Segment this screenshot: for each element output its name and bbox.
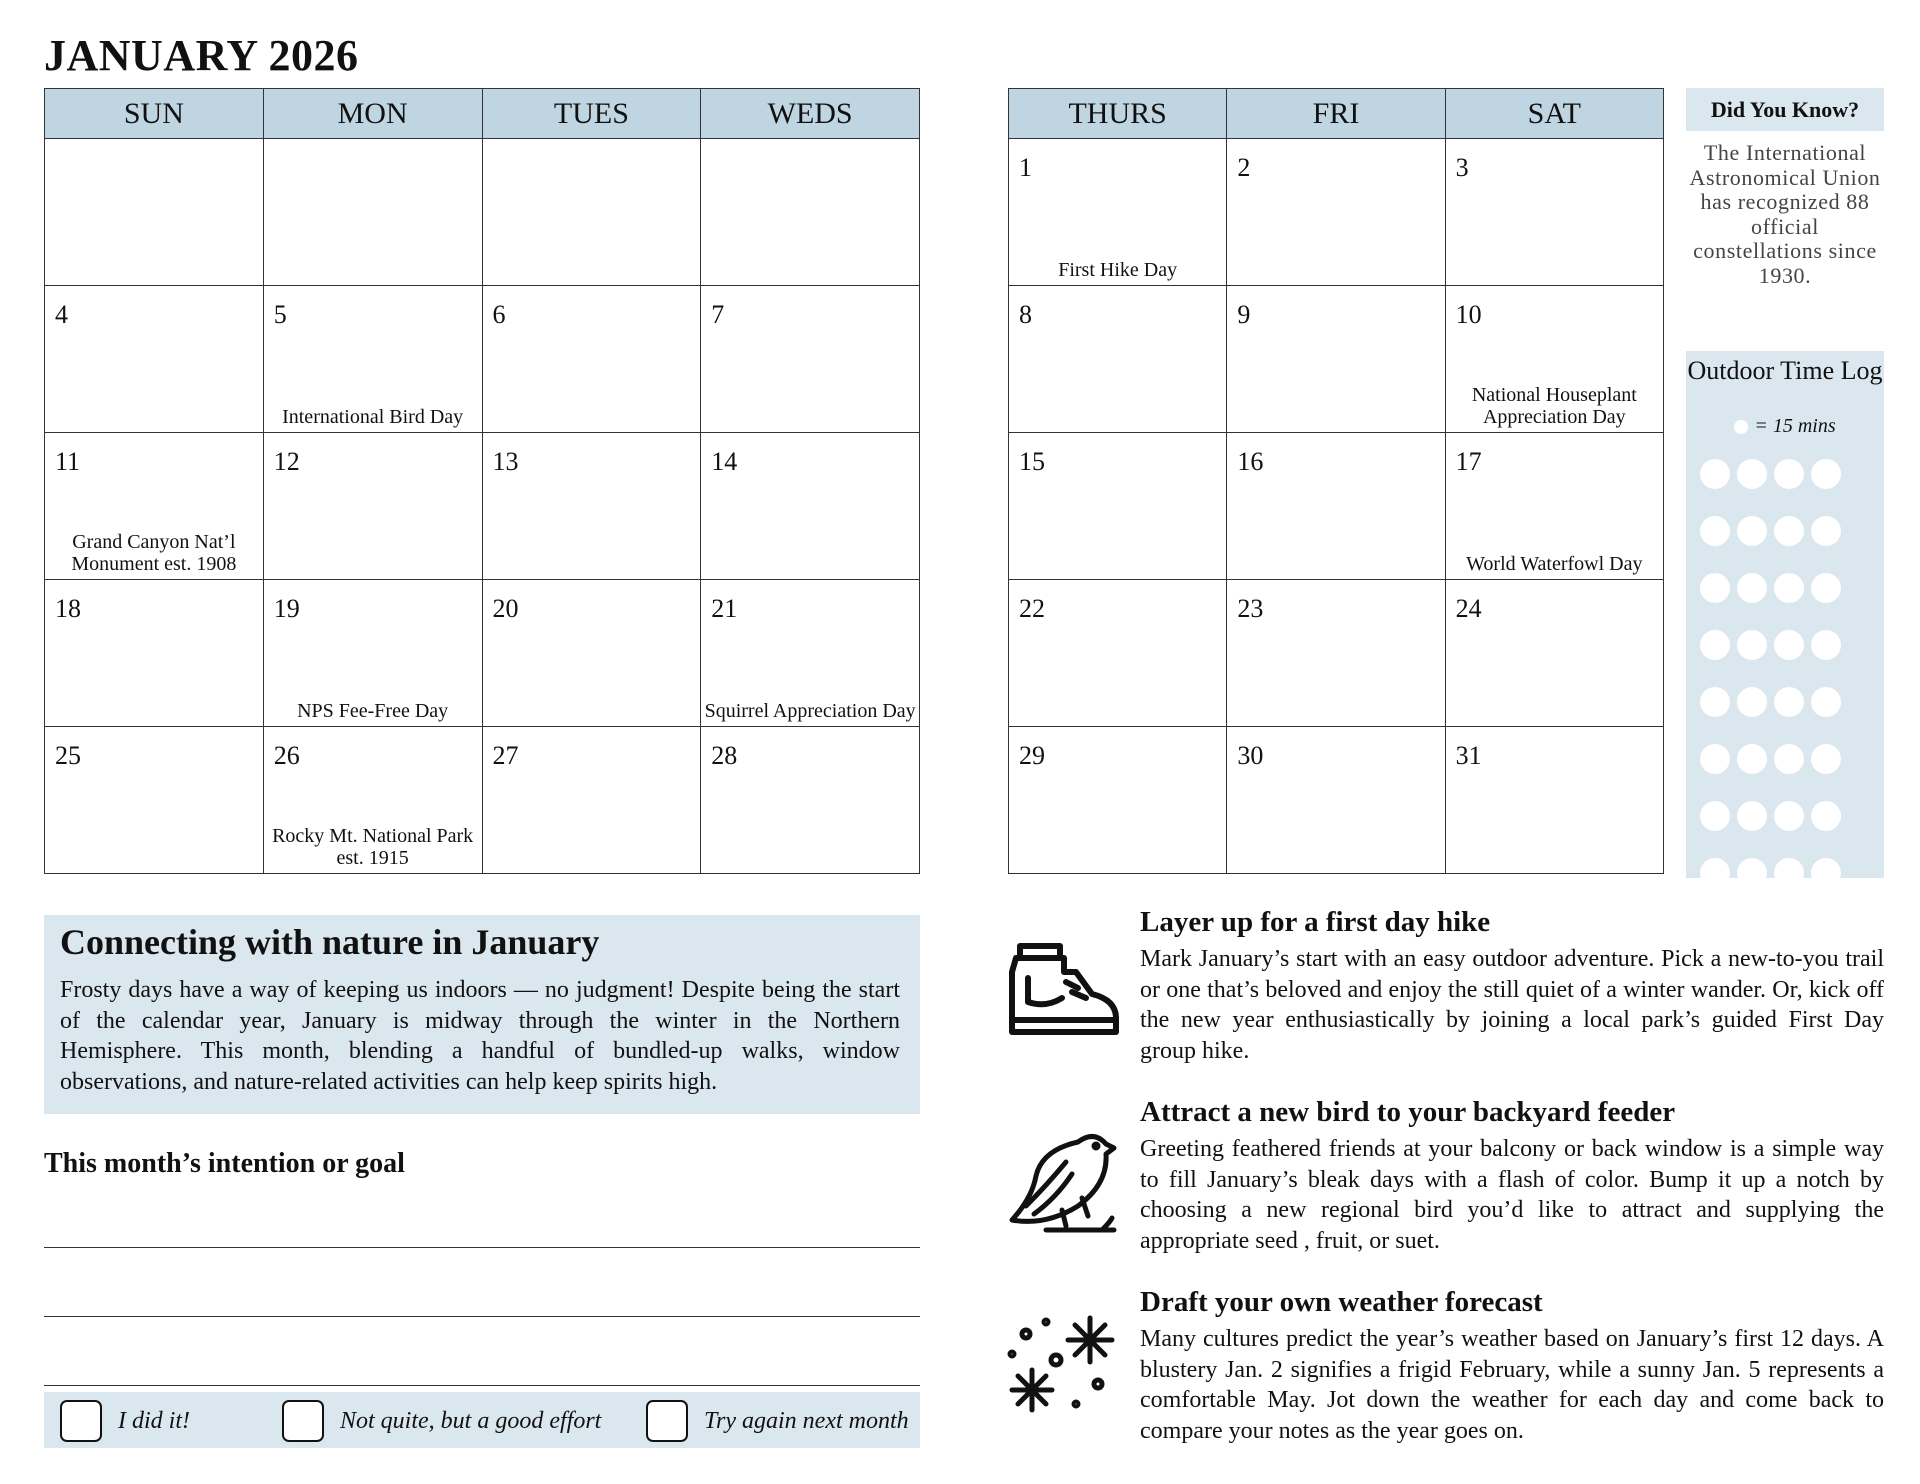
day-number: 24 [1455,594,1482,623]
outdoor-log-legend-text: = 15 mins [1754,415,1836,437]
day-cell[interactable] [1009,433,1227,580]
day-number: 25 [55,741,81,770]
outdoor-time-log [1686,351,1884,878]
day-cell[interactable] [1227,139,1445,286]
log-dot[interactable] [1737,459,1767,489]
day-number: 4 [55,300,68,329]
log-dot[interactable] [1774,744,1804,774]
day-cell[interactable] [1009,286,1227,433]
connecting-text: Frosty days have a way of keeping us indoors — no judgment! Despite being the start of the calendar year, January is midway through the winter in the Northern Hemisphere. This month, blending a handful of bundled-up walks, window observations, and nature-related activities can help keep spirits high. [60,977,900,1095]
day-number: 13 [492,447,519,476]
day-number: 30 [1237,741,1264,770]
checkbox-good-effort[interactable] [282,1400,601,1442]
day-cell[interactable] [482,139,701,286]
log-dot[interactable] [1811,516,1841,546]
log-dot[interactable] [1774,459,1804,489]
log-dot[interactable] [1774,516,1804,546]
day-number: 10 [1455,300,1482,329]
log-dot[interactable] [1811,459,1841,489]
day-number: 14 [711,447,738,476]
day-number: 31 [1455,741,1482,770]
day-number: 15 [1019,447,1045,476]
day-cell[interactable] [1445,433,1663,580]
checkbox-did-it[interactable] [60,1400,190,1442]
outdoor-log-legend [1686,415,1884,438]
day-header: SUN [45,89,264,139]
connecting-panel [44,915,920,1114]
activity-heading: Draft your own weather forecast [1140,1286,1543,1318]
checkbox-box[interactable] [282,1400,324,1442]
log-dot[interactable] [1774,630,1804,660]
log-dot[interactable] [1700,630,1730,660]
event-label: World Waterfowl Day [1466,553,1643,575]
snowflakes-icon [1006,1310,1120,1420]
calendar-right [1008,88,1664,874]
goal-heading: This month’s intention or goal [44,1148,405,1179]
day-number: 16 [1237,447,1264,476]
day-cell[interactable] [263,580,482,727]
day-number: 11 [55,447,81,476]
day-number: 18 [55,594,81,623]
log-dot[interactable] [1774,687,1804,717]
log-dot[interactable] [1700,516,1730,546]
day-header: WEDS [701,89,920,139]
day-number: 2 [1237,153,1251,182]
log-dot[interactable] [1737,687,1767,717]
log-dot[interactable] [1737,573,1767,603]
day-header: TUES [482,89,701,139]
log-dot[interactable] [1737,744,1767,774]
activity-heading: Attract a new bird to your backyard feeder [1140,1096,1676,1128]
log-dot[interactable] [1737,516,1767,546]
day-cell[interactable] [701,580,920,727]
day-number: 26 [273,741,300,770]
day-cell[interactable] [45,580,264,727]
event-label: First Hike Day [1058,259,1178,281]
day-number: 7 [711,300,725,329]
goal-write-line[interactable] [44,1247,920,1248]
log-dot[interactable] [1737,858,1767,888]
day-cell[interactable] [701,727,920,874]
day-number: 8 [1019,300,1032,329]
activity-text: Mark January’s start with an easy outdoor adventure. Pick a new-to-you trail or one that’s beloved and enjoy the still quiet of a winter wander. Or, kick off the new year enthusiastically by joining a local park’s guided First Day group hike. [1140,946,1884,1064]
checkbox-try-again[interactable] [646,1400,909,1442]
log-dot[interactable] [1811,858,1841,888]
log-dot[interactable] [1700,687,1730,717]
page-title: JANUARY 2026 [44,31,359,80]
day-header: THURS [1009,89,1227,139]
event-label: International Bird Day [282,406,464,428]
log-dot[interactable] [1774,573,1804,603]
day-cell[interactable] [45,433,264,580]
day-cell[interactable] [45,727,264,874]
day-number: 1 [1019,153,1032,182]
day-cell[interactable] [482,433,701,580]
log-dot[interactable] [1700,459,1730,489]
checkbox-box[interactable] [60,1400,102,1442]
log-dot[interactable] [1737,801,1767,831]
day-cell[interactable] [263,727,482,874]
day-number: 22 [1019,594,1045,623]
checkbox-label: Try again next month [704,1407,909,1434]
day-cell[interactable] [263,139,482,286]
day-number: 17 [1455,447,1482,476]
log-dot[interactable] [1811,573,1841,603]
checkbox-box[interactable] [646,1400,688,1442]
day-number: 28 [711,741,738,770]
event-label: Rocky Mt. National Park est. 1915 [272,825,474,869]
day-cell[interactable] [1227,580,1445,727]
activity-text: Greeting feathered friends at your balcony or back window is a simple way to fill January’s bleak days with a flash of color. Bump it up a notch by choosing a new regional bird you’d like to attract and supplying the appropriate seed , fruit, or suet. [1140,1136,1884,1254]
day-cell[interactable] [701,139,920,286]
event-label: NPS Fee-Free Day [297,700,449,722]
connecting-heading: Connecting with nature in January [60,922,600,962]
bird-icon [1006,1126,1120,1236]
day-header: FRI [1227,89,1445,139]
day-number: 12 [273,447,300,476]
day-cell[interactable] [1227,433,1445,580]
day-number: 6 [492,300,506,329]
day-cell[interactable] [1227,727,1445,874]
calendar-left [44,88,920,874]
day-number: 21 [711,594,738,623]
log-dot[interactable] [1811,744,1841,774]
event-label: Grand Canyon Nat’l Monument est. 1908 [71,531,237,575]
log-dot[interactable] [1811,687,1841,717]
day-number: 3 [1455,153,1469,182]
activity-heading: Layer up for a first day hike [1140,906,1491,938]
hiking-boot-icon [1006,942,1120,1052]
day-header: MON [263,89,482,139]
checkbox-label: I did it! [118,1407,190,1434]
day-cell[interactable] [1009,580,1227,727]
log-dot[interactable] [1811,630,1841,660]
day-number: 20 [492,594,519,623]
goal-write-line[interactable] [44,1385,920,1386]
day-cell[interactable] [1227,286,1445,433]
log-dot[interactable] [1774,801,1804,831]
day-number: 19 [273,594,300,623]
activity-text: Many cultures predict the year’s weather based on January’s first 12 days. A blustery Jan. 2 signifies a frigid February, while a sunny Jan. 5 represents a comfortable May. Jot down the weather for each day and come back to compare your notes as the year goes on. [1140,1326,1884,1444]
day-cell[interactable] [45,139,264,286]
goal-checklist [44,1392,920,1448]
log-dot[interactable] [1700,744,1730,774]
day-cell[interactable] [701,286,920,433]
day-cell[interactable] [1445,286,1663,433]
day-cell[interactable] [1009,139,1227,286]
day-cell[interactable] [1445,727,1663,874]
day-cell[interactable] [263,286,482,433]
day-cell[interactable] [1445,139,1663,286]
day-number: 5 [273,300,287,329]
day-cell[interactable] [1445,580,1663,727]
log-dot[interactable] [1811,801,1841,831]
legend-dot-icon [1734,420,1748,434]
checkbox-label: Not quite, but a good effort [340,1407,602,1434]
day-cell[interactable] [482,727,701,874]
log-dot[interactable] [1700,801,1730,831]
event-label: Squirrel Appreciation Day [704,700,916,722]
log-dot[interactable] [1700,573,1730,603]
log-dot[interactable] [1774,858,1804,888]
event-label: National Houseplant Appreciation Day [1471,384,1637,428]
did-you-know-heading: Did You Know? [1686,88,1884,131]
outdoor-log-title: Outdoor Time Log [1687,356,1883,385]
did-you-know-text: The International Astronomical Union has recognized 88 official constellations since 1930. [1689,140,1881,288]
goal-write-line[interactable] [44,1316,920,1317]
log-dot-grid [1700,459,1876,915]
day-header: SAT [1445,89,1663,139]
day-cell[interactable] [1009,727,1227,874]
day-cell[interactable] [45,286,264,433]
day-number: 9 [1237,300,1251,329]
day-number: 27 [492,741,519,770]
day-cell[interactable] [482,580,701,727]
day-cell[interactable] [701,433,920,580]
day-number: 29 [1019,741,1045,770]
day-number: 23 [1237,594,1264,623]
day-cell[interactable] [263,433,482,580]
log-dot[interactable] [1737,630,1767,660]
day-cell[interactable] [482,286,701,433]
log-dot[interactable] [1700,858,1730,888]
